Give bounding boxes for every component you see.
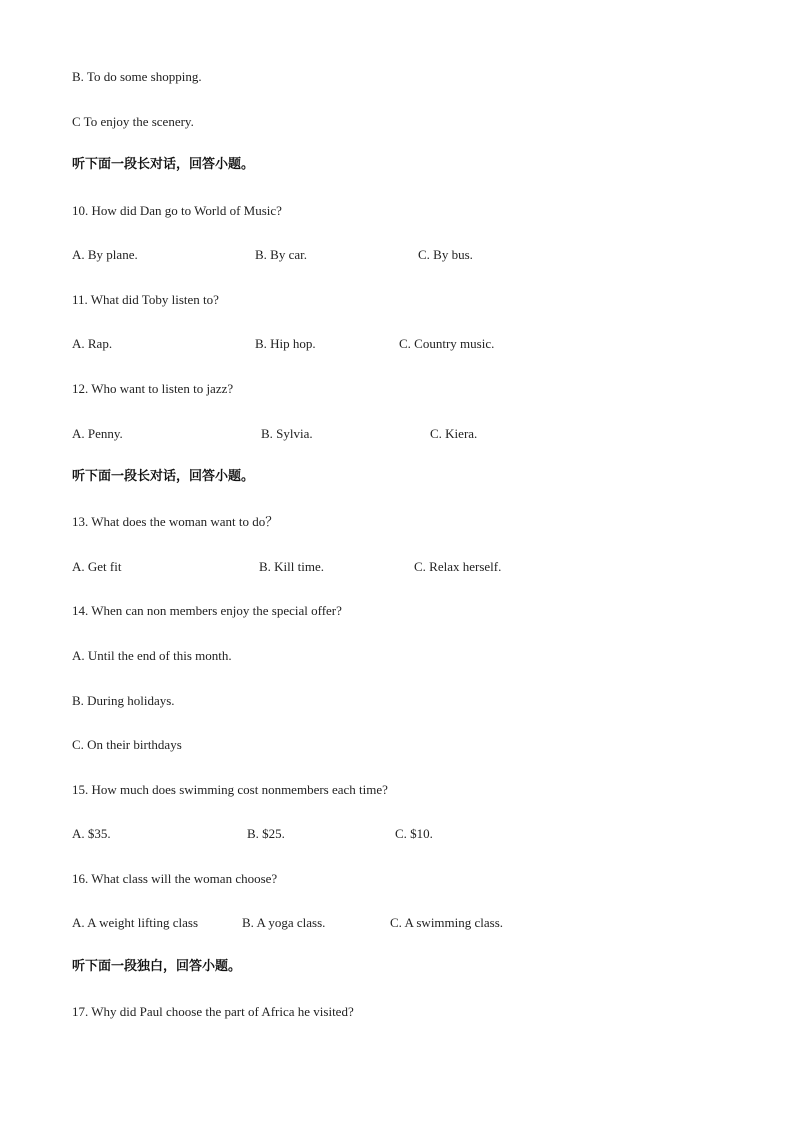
option-c: C. Country music. [399, 336, 495, 351]
option-a: A. Get fit [72, 559, 122, 574]
option-b: B. Sylvia. [261, 426, 313, 441]
option-line: B. During holidays. [72, 693, 175, 708]
question-text: 10. How did Dan go to World of Music? [72, 203, 282, 218]
option-line: A. Until the end of this month. [72, 648, 232, 663]
option-line: C. On their birthdays [72, 737, 182, 752]
option-b: B. A yoga class. [242, 915, 326, 930]
question-text: 15. How much does swimming cost nonmembers each time? [72, 782, 388, 797]
option-c: C. A swimming class. [390, 915, 504, 930]
question-text: 14. When can non members enjoy the special offer? [72, 603, 342, 618]
option-a: A. Rap. [72, 336, 113, 351]
option-a: A. Penny. [72, 426, 123, 441]
question-text: 16. What class will the woman choose? [72, 871, 278, 886]
option-a: A. $35. [72, 826, 111, 841]
section-heading: 听下面一段长对话，回答小题。 [72, 157, 255, 172]
option-c: C. Kiera. [430, 426, 478, 441]
option-b: B. Hip hop. [255, 336, 316, 351]
option-c: C. $10. [395, 826, 433, 841]
option-line: B. To do some shopping. [72, 69, 202, 84]
option-c: C. Relax herself. [414, 559, 502, 574]
option-c: C. By bus. [418, 247, 473, 262]
option-b: B. Kill time. [259, 559, 324, 574]
option-b: B. By car. [255, 247, 307, 262]
question-text: 12. Who want to listen to jazz? [72, 381, 234, 396]
question-text: 11. What did Toby listen to? [72, 292, 219, 307]
option-line: C To enjoy the scenery. [72, 114, 194, 129]
option-a: A. A weight lifting class [72, 915, 199, 930]
option-b: B. $25. [247, 826, 285, 841]
question-text: 17. Why did Paul choose the part of Africa he visited? [72, 1004, 354, 1019]
section-heading: 听下面一段长对话，回答小题。 [72, 469, 255, 484]
section-heading: 听下面一段独白，回答小题。 [72, 959, 242, 974]
option-a: A. By plane. [72, 247, 138, 262]
question-text: 13. What does the woman want to do？ [72, 514, 279, 529]
